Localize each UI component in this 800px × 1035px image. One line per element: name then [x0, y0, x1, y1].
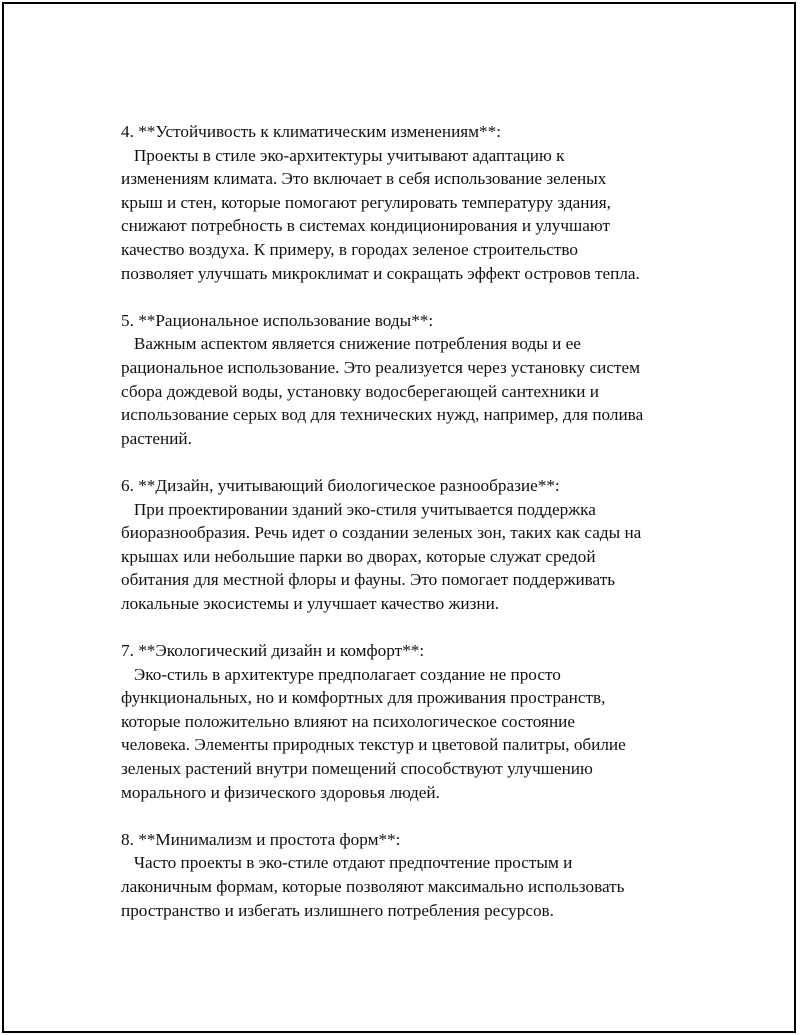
paragraph-line: использование серых вод для технических нужд, например, для полива [121, 405, 644, 425]
paragraph-line: снижают потребность в системах кондиционирования и улучшают [121, 216, 611, 236]
paragraph-line: крыш и стен, которые помогают регулировать температуру здания, [121, 192, 611, 212]
paragraph-line: сбора дождевой воды, установку водосберегающей сантехники и [121, 381, 599, 401]
section-heading: 6. **Дизайн, учитывающий биологическое разнообразие**: [121, 475, 560, 495]
paragraph-line: зеленых растений внутри помещений способствуют улучшению [121, 759, 593, 779]
paragraph-line: пространство и избегать излишнего потребления ресурсов. [121, 900, 554, 920]
section-5 [121, 309, 701, 451]
paragraph-line: Часто проекты в эко-стиле отдают предпочтение простым и [121, 853, 573, 873]
paragraph-line: которые положительно влияют на психологическое состояние [121, 711, 575, 731]
paragraph-line: биоразнообразия. Речь идет о создании зеленых зон, таких как сады на [121, 523, 642, 543]
paragraph-line: Эко-стиль в архитектуре предполагает создание не просто [121, 664, 561, 684]
section-heading: 8. **Минимализм и простота форм**: [121, 829, 401, 849]
paragraph-line: качество воздуха. К примеру, в городах зеленое строительство [121, 239, 579, 259]
section-heading: 5. **Рациональное использование воды**: [121, 310, 434, 330]
paragraph-line: крышах или небольшие парки во дворах, которые служат средой [121, 546, 596, 566]
section-heading: 4. **Устойчивость к климатическим изменениям**: [121, 122, 502, 141]
paragraph-line: человека. Элементы природных текстур и цветовой палитры, обилие [121, 735, 626, 755]
paragraph-line: обитания для местной флоры и фауны. Это помогает поддерживать [121, 570, 616, 590]
paragraph-line: лаконичным формам, которые позволяют максимально использовать [121, 877, 625, 896]
paragraph-line: позволяет улучшать микроклимат и сокращать эффект островов тепла. [121, 263, 640, 283]
paragraph-line: локальные экосистемы и улучшает качество жизни. [121, 593, 500, 613]
paragraph-line: Важным аспектом является снижение потребления воды и ее [121, 334, 581, 354]
paragraph-line: рациональное использование. Это реализуется через установку систем [121, 357, 640, 377]
section-6 [121, 474, 701, 616]
paragraph-line: функциональных, но и комфортных для проживания пространств, [121, 688, 606, 708]
document-body [121, 120, 701, 946]
section-8 [121, 828, 701, 922]
section-heading: 7. **Экологический дизайн и комфорт**: [121, 641, 425, 661]
paragraph-line: При проектировании зданий эко-стиля учитывается поддержка [121, 499, 596, 519]
paragraph-line: Проекты в стиле эко-архитектуры учитывают адаптацию к [121, 145, 565, 165]
page-frame [2, 2, 796, 1033]
paragraph-line: морального и физического здоровья людей. [121, 782, 440, 802]
paragraph-line: изменениям климата. Это включает в себя использование зеленых [121, 169, 607, 189]
section-7 [121, 639, 701, 804]
paragraph-line: растений. [121, 428, 192, 448]
section-4 [121, 120, 701, 285]
